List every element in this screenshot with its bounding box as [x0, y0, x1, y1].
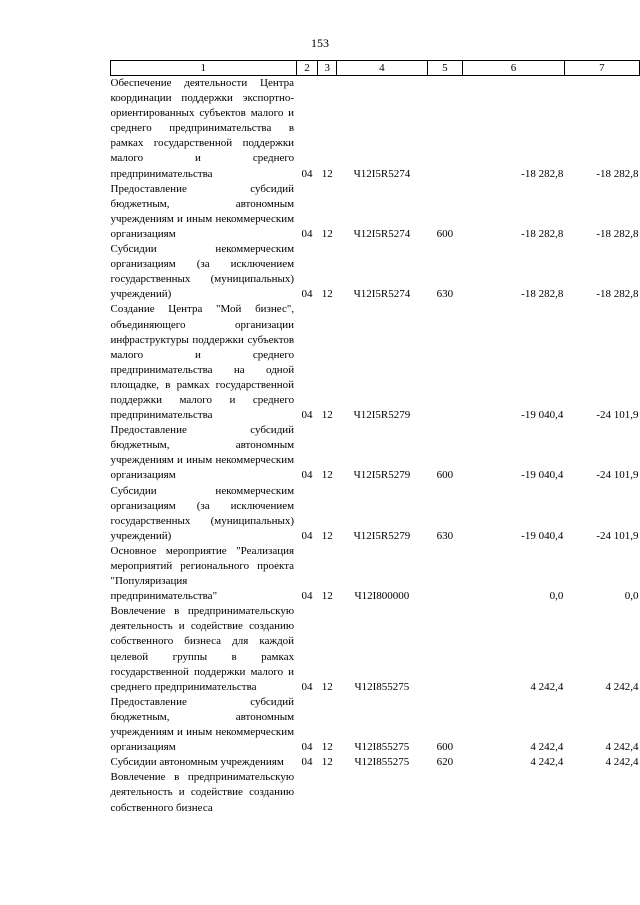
row-name-cell: Субсидии автономным учреждениям: [110, 756, 284, 769]
row-name-cell: Предоставление субсидий бюджетным, автономным учреждениям и иным некоммерческим организациям: [110, 182, 295, 240]
table-row: [111, 695, 640, 755]
amount-col7-cell: -18 282,8: [596, 227, 639, 240]
expense-type-cell: 600: [436, 227, 454, 240]
expense-type-cell: [427, 544, 463, 604]
subsection-code-cell: 12: [321, 227, 333, 240]
amount-col7-cell: 0,0: [624, 590, 639, 603]
column-header: 1: [111, 61, 297, 76]
expense-type-cell: 600: [436, 469, 454, 482]
subsection-code-cell: 12: [321, 288, 333, 301]
section-code-cell: 04: [301, 529, 313, 542]
row-name-cell: Вовлечение в предпринимательскую деятельность и содействие созданию собственного бизнеса: [110, 771, 295, 814]
target-article-cell: Ч12I5R5279: [353, 529, 411, 542]
amount-col6-cell: -18 282,8: [521, 227, 564, 240]
target-article-cell: Ч12I855275: [354, 680, 410, 693]
expense-type-cell: [427, 76, 463, 182]
page-number: 153: [311, 36, 329, 50]
amount-col7-cell: 4 242,4: [605, 680, 639, 693]
section-code-cell: 04: [301, 680, 313, 693]
target-article-cell: [337, 770, 427, 815]
row-name-cell: Предоставление субсидий бюджетным, автономным учреждениям и иным некоммерческим организациям: [110, 424, 295, 482]
expense-type-cell: 630: [436, 288, 454, 301]
subsection-code-cell: 12: [321, 469, 333, 482]
row-name-cell: Субсидии некоммерческим организациям (за исключением государственных (муниципальных) учреждений): [110, 484, 295, 542]
amount-col7-cell: -18 282,8: [596, 288, 639, 301]
target-article-cell: Ч12I800000: [354, 590, 410, 603]
section-code-cell: 04: [301, 288, 313, 301]
section-code-cell: 04: [301, 756, 313, 769]
row-name-cell: Субсидии некоммерческим организациям (за исключением государственных (муниципальных) учреждений): [110, 243, 295, 301]
table-row: [111, 182, 640, 242]
amount-col6-cell: 4 242,4: [530, 680, 564, 693]
budget-table: [110, 60, 640, 816]
amount-col7-cell: [564, 770, 639, 815]
row-name-cell: Основное мероприятие "Реализация мероприятий регионального проекта "Популяризация предпринимательства": [110, 544, 295, 603]
subsection-code-cell: [318, 770, 337, 815]
table-row: [111, 76, 640, 182]
target-article-cell: Ч12I5R5274: [353, 227, 411, 240]
section-code-cell: 04: [301, 409, 313, 422]
row-name-cell: Обеспечение деятельности Центра координации поддержки экспортно-ориентированных субъектов малого и среднего предпринимательства в рамках государственной поддержки малого и среднего предпринимательства: [110, 77, 295, 180]
table-row: [111, 770, 640, 815]
table-row: [111, 423, 640, 483]
subsection-code-cell: 12: [321, 529, 333, 542]
amount-col6-cell: -18 282,8: [521, 167, 564, 180]
row-name-cell: Предоставление субсидий бюджетным, автономным учреждениям и иным некоммерческим организациям: [110, 695, 295, 754]
row-name-cell: Вовлечение в предпринимательскую деятельность и содействие созданию собственного бизнеса для каждой целевой группы в рамках государственной поддержки малого и среднего предпринимательства: [110, 605, 295, 693]
amount-col6-cell: -18 282,8: [521, 288, 564, 301]
column-header: 3: [318, 61, 337, 76]
amount-col7-cell: -24 101,9: [596, 409, 639, 422]
section-code-cell: 04: [301, 227, 313, 240]
expense-type-cell: 600: [436, 741, 454, 754]
subsection-code-cell: 12: [321, 590, 333, 603]
amount-col6-cell: -19 040,4: [521, 409, 564, 422]
table-row: [111, 604, 640, 695]
amount-col6-cell: [463, 770, 565, 815]
column-header: 2: [296, 61, 318, 76]
amount-col6-cell: 4 242,4: [530, 756, 564, 769]
table-row: [111, 544, 640, 604]
amount-col6-cell: 4 242,4: [530, 741, 564, 754]
expense-type-cell: 620: [436, 756, 454, 769]
column-header: 7: [564, 61, 639, 76]
target-article-cell: Ч12I5R5279: [353, 409, 411, 422]
amount-col7-cell: -18 282,8: [596, 167, 639, 180]
section-code-cell: [296, 770, 318, 815]
section-code-cell: 04: [301, 590, 313, 603]
column-header: 4: [337, 61, 427, 76]
subsection-code-cell: 12: [321, 409, 333, 422]
row-name-cell: Создание Центра "Мой бизнес", объединяющего организации инфраструктуры поддержки субъектов малого и среднего предпринимательства на одной площадке, в рамках государственной поддержки малого и среднего предпринимательства: [110, 303, 295, 422]
column-header: 5: [427, 61, 463, 76]
column-header: 6: [463, 61, 565, 76]
section-code-cell: 04: [301, 469, 313, 482]
table-row: [111, 755, 640, 770]
table-row: [111, 242, 640, 302]
amount-col7-cell: 4 242,4: [605, 756, 639, 769]
expense-type-cell: 630: [436, 529, 454, 542]
target-article-cell: Ч12I5R5274: [353, 288, 411, 301]
amount-col7-cell: -24 101,9: [596, 469, 639, 482]
expense-type-cell: [427, 770, 463, 815]
amount-col6-cell: -19 040,4: [521, 469, 564, 482]
section-code-cell: 04: [301, 741, 313, 754]
subsection-code-cell: 12: [321, 741, 333, 754]
table-row: [111, 484, 640, 544]
table-row: [111, 302, 640, 423]
subsection-code-cell: 12: [321, 680, 333, 693]
section-code-cell: 04: [301, 167, 313, 180]
subsection-code-cell: 12: [321, 756, 333, 769]
expense-type-cell: [427, 302, 463, 423]
expense-type-cell: [427, 604, 463, 695]
amount-col7-cell: 4 242,4: [605, 741, 639, 754]
subsection-code-cell: 12: [321, 167, 333, 180]
amount-col6-cell: -19 040,4: [521, 529, 564, 542]
target-article-cell: Ч12I855275: [354, 741, 410, 754]
target-article-cell: Ч12I5R5274: [353, 167, 411, 180]
amount-col6-cell: 0,0: [549, 590, 564, 603]
target-article-cell: Ч12I5R5279: [353, 469, 411, 482]
amount-col7-cell: -24 101,9: [596, 529, 639, 542]
target-article-cell: Ч12I855275: [354, 756, 410, 769]
column-number-header: [111, 61, 640, 76]
